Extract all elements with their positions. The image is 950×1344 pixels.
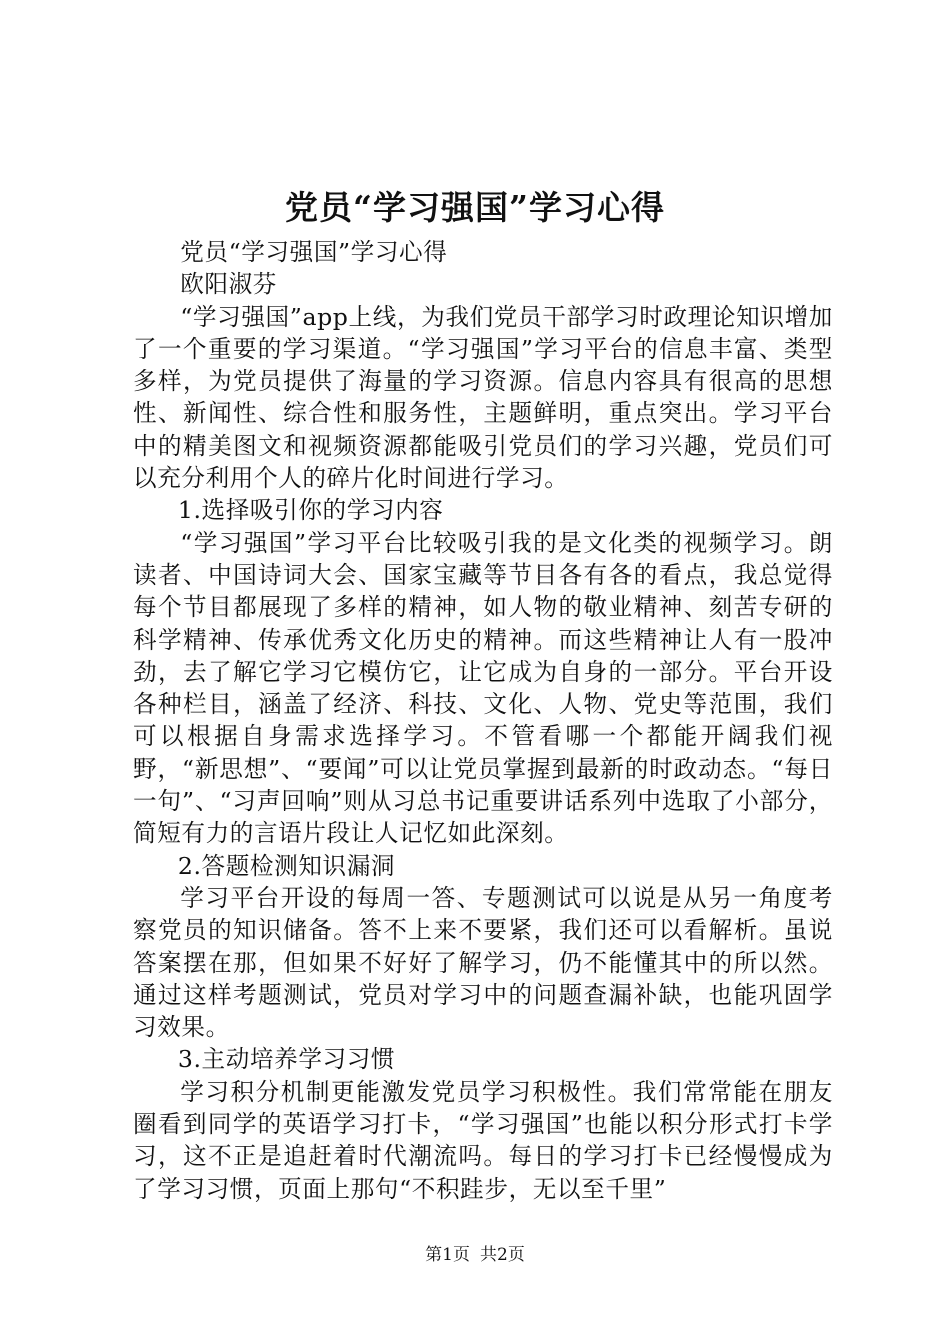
document-title: 党员“学习强国”学习心得 xyxy=(285,188,665,227)
document-body xyxy=(133,236,833,1205)
section-heading-2: 2.答题检测知识漏洞 xyxy=(177,851,396,880)
section-heading-1: 1.选择吸引你的学习内容 xyxy=(177,496,444,525)
page-footer xyxy=(0,1243,950,1267)
author-line: 欧阳淑芬 xyxy=(180,270,277,299)
page-number: 第1页 xyxy=(425,1245,470,1265)
section-heading-3: 3.主动培养学习习惯 xyxy=(177,1045,396,1074)
intro-paragraph: “学习强国”app上线，为我们党员干部学习时政理论知识增加了一个重要的学习渠道。“学习强国”学习平台的信息丰富、类型多样，为党员提供了海量的学习资源。信息内容具有很高的思想性、新闻性、综合性和服务性，主题鲜明，重点突出。学习平台中的精美图文和视频资源都能吸引党员们的学习兴趣，党员们可以充分利用个人的碎片化时间进行学习。 xyxy=(133,302,833,493)
section-paragraph-1: “学习强国”学习平台比较吸引我的是文化类的视频学习。朗读者、中国诗词大会、国家宝藏等节目各有各的看点，我总觉得每个节目都展现了多样的精神，如人物的敬业精神、刻苦专研的科学精神、传承优秀文化历史的精神。而这些精神让人有一股冲劲，去了解它学习它模仿它，让它成为自身的一部分。平台开设各种栏目，涵盖了经济、科技、文化、人物、党史等范围，我们可以根据自身需求选择学习。不管看哪一个都能开阔我们视野，“新思想”、“要闻”可以让党员掌握到最新的时政动态。“每日一句”、“习声回响”则从习总书记重要讲话系列中选取了小部分，简短有力的言语片段让人记忆如此深刻。 xyxy=(133,528,833,848)
page-total: 共2页 xyxy=(480,1245,525,1265)
subtitle-line: 党员“学习强国”学习心得 xyxy=(180,238,448,266)
section-paragraph-2: 学习平台开设的每周一答、专题测试可以说是从另一角度考察党员的知识储备。答不上来不要紧，我们还可以看解析。虽说答案摆在那，但如果不好好了解学习，仍不能懂其中的所以然。通过这样考题测试，党员对学习中的问题查漏补缺，也能巩固学习效果。 xyxy=(133,883,833,1042)
section-paragraph-3: 学习积分机制更能激发党员学习积极性。我们常常能在朋友圈看到同学的英语学习打卡，“学习强国”也能以积分形式打卡学习，这不正是追赶着时代潮流吗。每日的学习打卡已经慢慢成为了学习习惯，页面上那句“不积跬步，无以至千里” xyxy=(133,1077,833,1203)
